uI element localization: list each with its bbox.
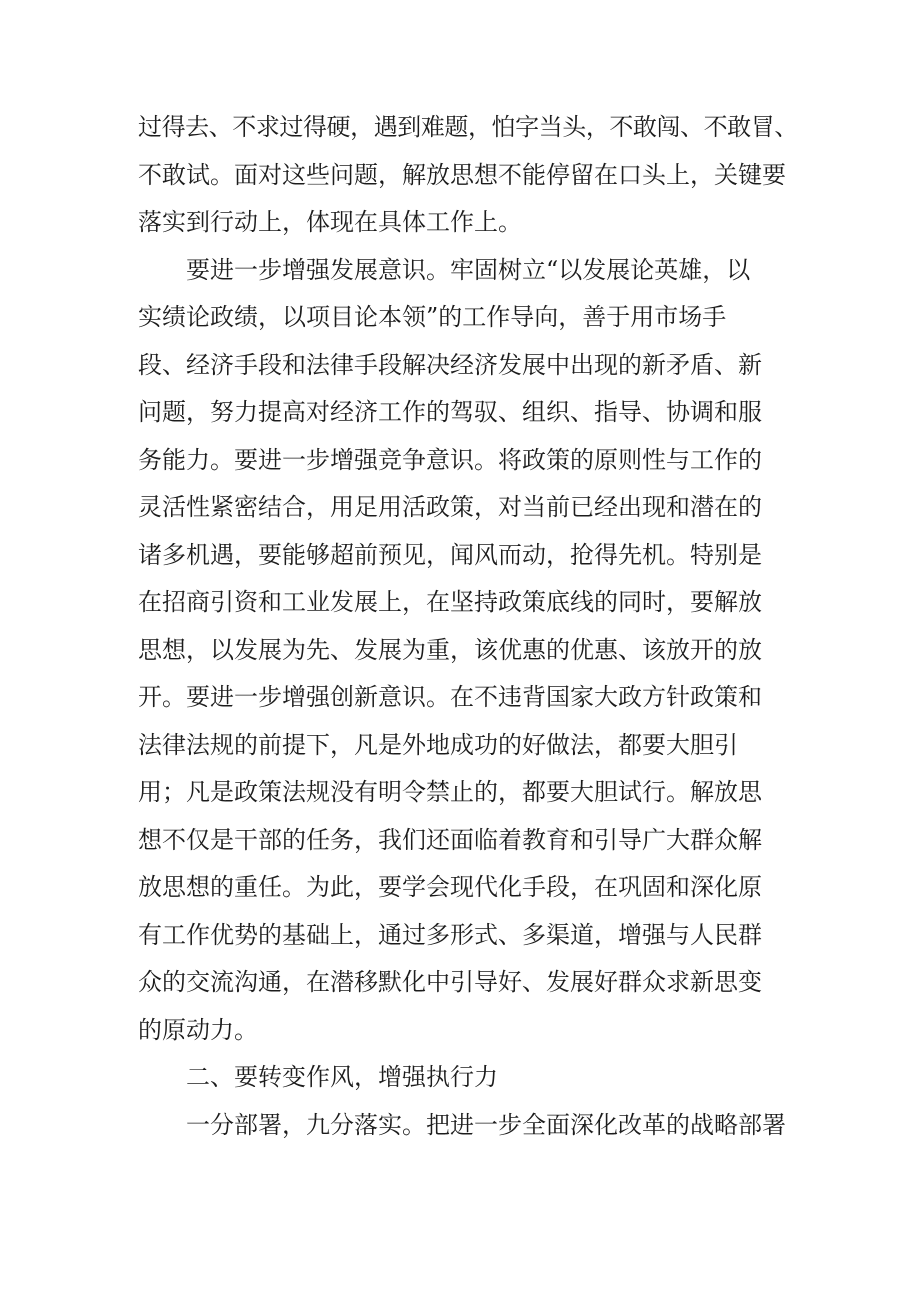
text-line: 法律法规的前提下，凡是外地成功的好做法，都要大胆引 [138, 730, 738, 759]
text-line: 灵活性紧密结合，用足用活政策，对当前已经出现和潜在的 [138, 493, 762, 521]
document-body [138, 104, 798, 1149]
text-line: 想不仅是干部的任务，我们还面临着教育和引导广大群众解 [138, 825, 762, 854]
text-line: 落实到行动上，体现在具体工作上。 [138, 208, 522, 236]
text-line: 务能力。要进一步增强竞争意识。将政策的原则性与工作的 [138, 445, 762, 474]
text-line: 思想，以发展为先、发展为重，该优惠的优惠、该放开的放 [138, 635, 762, 664]
text-line: 问题，努力提高对经济工作的驾驭、组织、指导、协调和服 [138, 398, 762, 426]
text-line: 要进一步增强发展意识。牢固树立“以发展论英雄，以 [186, 255, 751, 284]
text-line: 在招商引资和工业发展上，在坚持政策底线的同时，要解放 [138, 588, 762, 616]
text-line: 众的交流沟通，在潜移默化中引导好、发展好群众求新思变 [138, 968, 762, 996]
text-line: 段、经济手段和法律手段解决经济发展中出现的新矛盾、新 [138, 350, 762, 379]
text-line: 诸多机遇，要能够超前预见，闻风而动，抢得先机。特别是 [138, 540, 762, 569]
text-line: 用；凡是政策法规没有明令禁止的，都要大胆试行。解放思 [138, 778, 762, 806]
text-line: 过得去、不求过得硬，遇到难题，怕字当头，不敢闯、不敢冒、 [138, 113, 798, 141]
text-line: 一分部署，九分落实。把进一步全面深化改革的战略部署 [186, 1110, 786, 1139]
text-line: 实绩论政绩，以项目论本领”的工作导向，善于用市场手 [138, 303, 727, 331]
text-line: 不敢试。面对这些问题，解放思想不能停留在口头上，关键要 [138, 160, 786, 189]
text-line: 二、要转变作风，增强执行力 [186, 1063, 498, 1091]
text-line: 放思想的重任。为此，要学会现代化手段，在巩固和深化原 [138, 873, 762, 901]
text-line: 开。要进一步增强创新意识。在不违背国家大政方针政策和 [138, 683, 762, 711]
text-line: 的原动力。 [138, 1015, 258, 1044]
text-line: 有工作优势的基础上，通过多形式、多渠道，增强与人民群 [138, 920, 762, 949]
